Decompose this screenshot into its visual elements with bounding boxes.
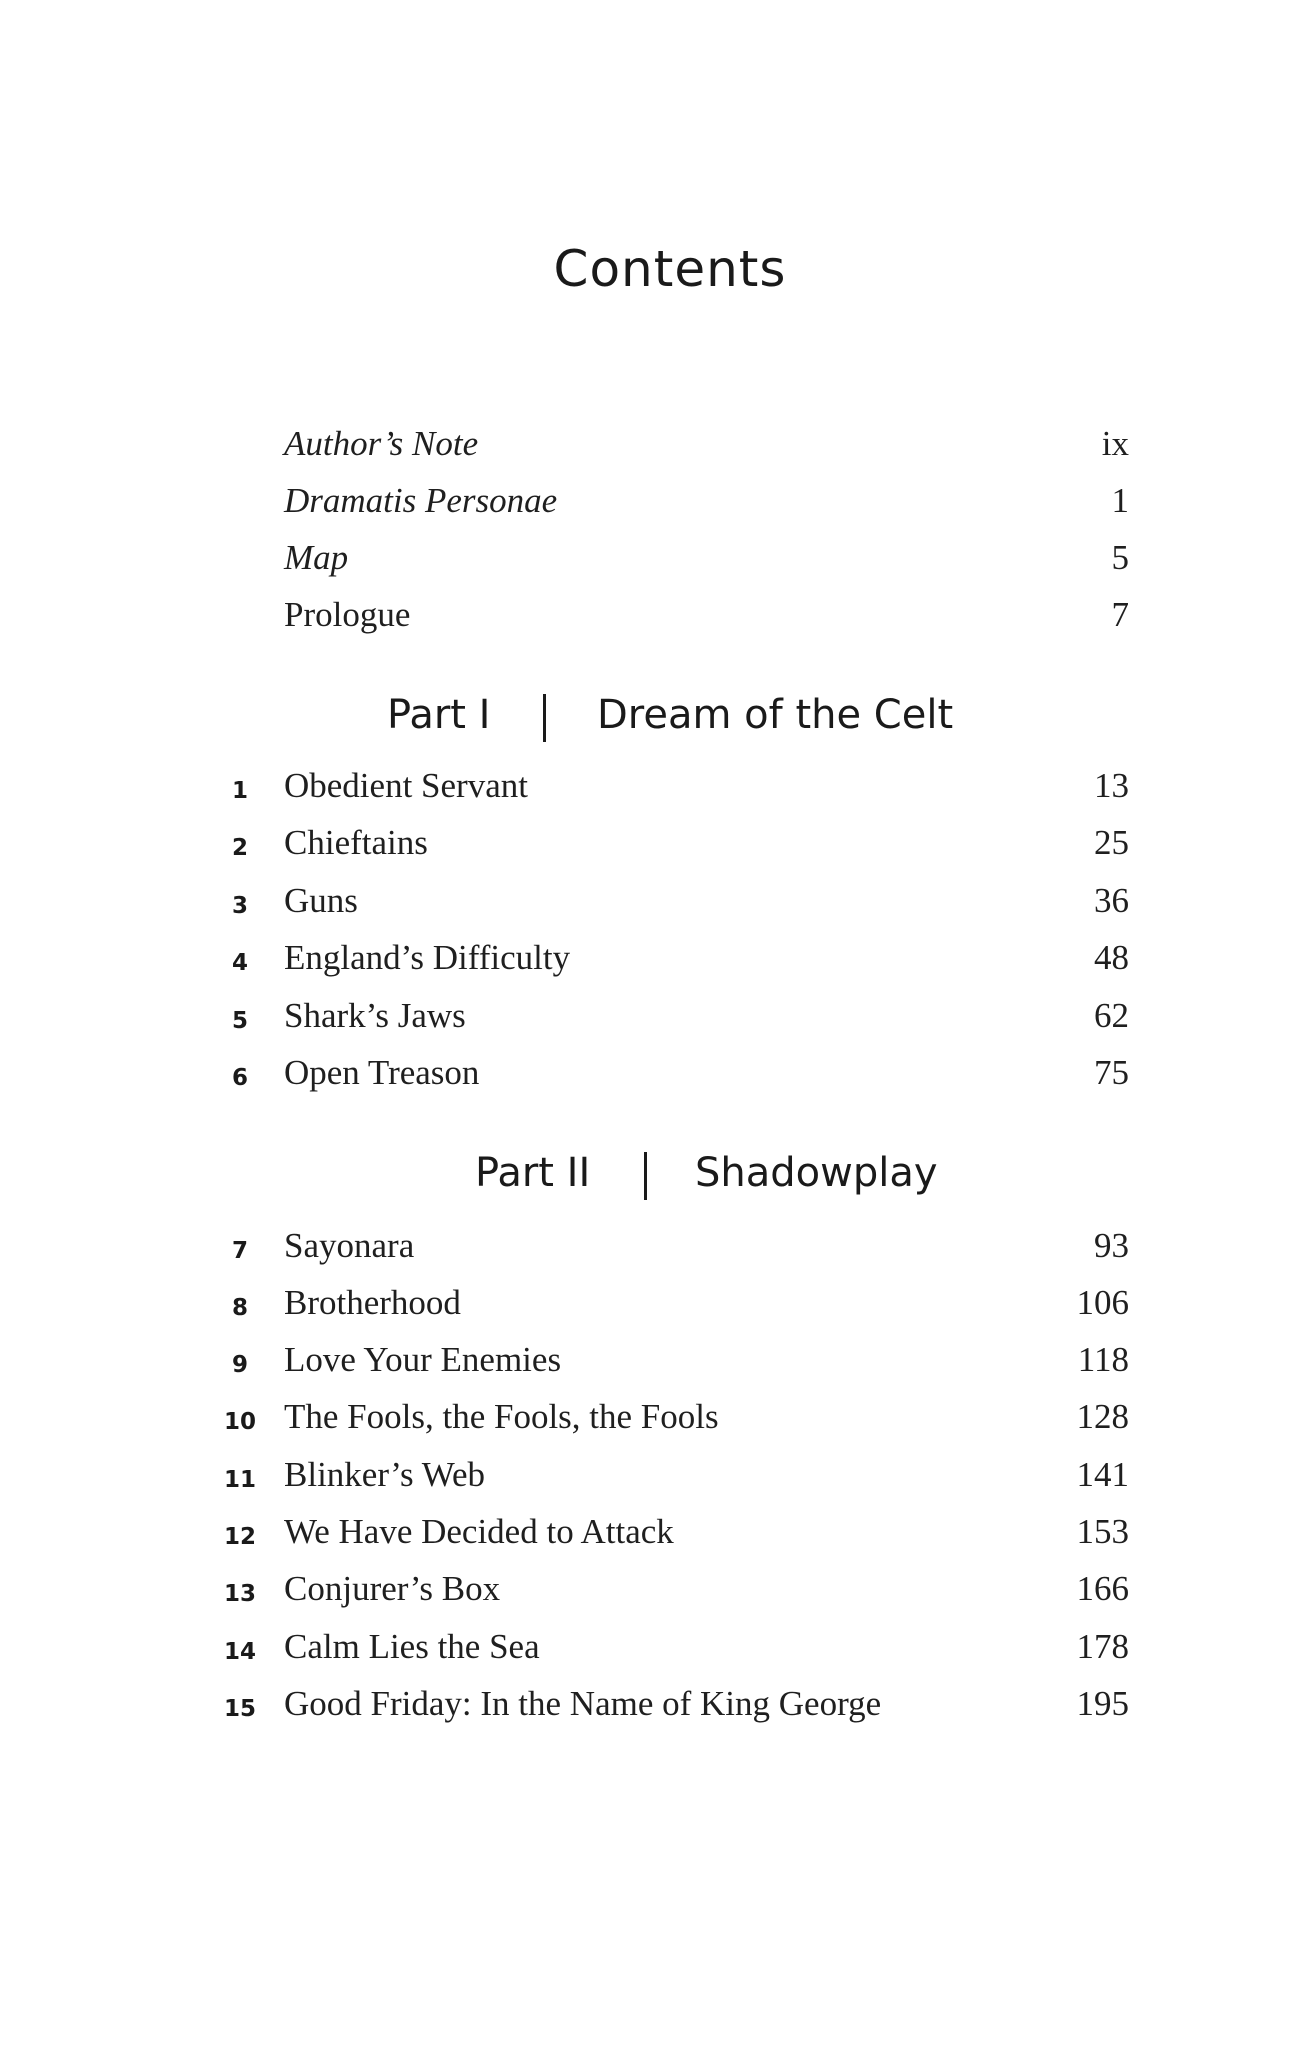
part-label: Part II bbox=[475, 1150, 591, 1196]
entry-title: Calm Lies the Sea bbox=[284, 1627, 540, 1666]
entry-title: The Fools, the Fools, the Fools bbox=[284, 1397, 719, 1436]
chapter-item[interactable] bbox=[0, 996, 1311, 1046]
entry-title: Author’s Note bbox=[284, 424, 479, 463]
entry-title: Shark’s Jaws bbox=[284, 996, 466, 1035]
chapter-item[interactable] bbox=[0, 1053, 1311, 1103]
chapter-number: 13 bbox=[223, 1581, 256, 1607]
entry-title: Sayonara bbox=[284, 1226, 415, 1265]
entry-title: Love Your Enemies bbox=[284, 1340, 562, 1379]
entry-title: Conjurer’s Box bbox=[284, 1569, 501, 1608]
part-heading bbox=[0, 692, 1311, 752]
chapter-number: 5 bbox=[231, 1008, 248, 1034]
chapter-number: 6 bbox=[231, 1065, 248, 1091]
page-number: 13 bbox=[1094, 766, 1129, 805]
page-number: 48 bbox=[1094, 938, 1129, 977]
chapter-item[interactable] bbox=[0, 1684, 1311, 1734]
page-number: 36 bbox=[1094, 881, 1129, 920]
part-separator bbox=[543, 694, 546, 742]
chapter-number: 1 bbox=[231, 778, 248, 804]
chapter-item[interactable] bbox=[0, 823, 1311, 873]
page-number: 5 bbox=[1111, 538, 1129, 577]
entry-title: Open Treason bbox=[284, 1053, 480, 1092]
page-number: 166 bbox=[1076, 1569, 1129, 1608]
entry-title: Good Friday: In the Name of King George bbox=[284, 1684, 882, 1723]
page-number: 106 bbox=[1076, 1283, 1129, 1322]
chapter-item[interactable] bbox=[0, 1569, 1311, 1619]
chapter-number: 14 bbox=[223, 1639, 256, 1665]
entry-title: England’s Difficulty bbox=[284, 938, 571, 977]
chapter-item[interactable] bbox=[0, 1512, 1311, 1562]
part-separator bbox=[644, 1152, 647, 1200]
chapter-item[interactable] bbox=[0, 1397, 1311, 1447]
page-number: 153 bbox=[1076, 1512, 1129, 1551]
page-number: 25 bbox=[1094, 823, 1129, 862]
page-number: 93 bbox=[1094, 1226, 1129, 1265]
entry-title: Prologue bbox=[284, 595, 411, 634]
part-name: Dream of the Celt bbox=[597, 692, 954, 738]
page-number: 178 bbox=[1076, 1627, 1129, 1666]
page-number: 141 bbox=[1076, 1455, 1129, 1494]
page-number: 195 bbox=[1076, 1684, 1129, 1723]
entry-title: Brotherhood bbox=[284, 1283, 461, 1322]
entry-title: Chieftains bbox=[284, 823, 428, 862]
chapter-item[interactable] bbox=[0, 1455, 1311, 1505]
page-number: 118 bbox=[1077, 1340, 1129, 1379]
chapter-number: 12 bbox=[223, 1524, 256, 1550]
part-label: Part I bbox=[387, 692, 491, 738]
page-number: ix bbox=[1101, 424, 1129, 463]
chapter-number: 9 bbox=[231, 1352, 248, 1378]
chapter-number: 2 bbox=[231, 835, 248, 861]
page-number: 1 bbox=[1111, 481, 1129, 520]
front-matter-item[interactable] bbox=[0, 538, 1311, 588]
chapter-item[interactable] bbox=[0, 881, 1311, 931]
chapter-item[interactable] bbox=[0, 938, 1311, 988]
chapter-number: 3 bbox=[231, 893, 248, 919]
chapter-number: 4 bbox=[231, 950, 248, 976]
part-heading bbox=[0, 1150, 1311, 1210]
chapter-item[interactable] bbox=[0, 1283, 1311, 1333]
page-number: 128 bbox=[1076, 1397, 1129, 1436]
entry-title: We Have Decided to Attack bbox=[284, 1512, 674, 1551]
chapter-item[interactable] bbox=[0, 766, 1311, 816]
chapter-item[interactable] bbox=[0, 1627, 1311, 1677]
page-number: 75 bbox=[1094, 1053, 1129, 1092]
page-title: Contents bbox=[553, 240, 787, 298]
chapter-item[interactable] bbox=[0, 1226, 1311, 1276]
chapter-number: 15 bbox=[223, 1696, 256, 1722]
entry-title: Map bbox=[284, 538, 349, 577]
part-name: Shadowplay bbox=[695, 1150, 938, 1196]
front-matter-item[interactable] bbox=[0, 595, 1311, 645]
front-matter-item[interactable] bbox=[0, 481, 1311, 531]
page-number: 62 bbox=[1094, 996, 1129, 1035]
chapter-number: 10 bbox=[223, 1409, 256, 1435]
front-matter-item[interactable] bbox=[0, 424, 1311, 474]
chapter-item[interactable] bbox=[0, 1340, 1311, 1390]
entry-title: Dramatis Personae bbox=[284, 481, 558, 520]
entry-title: Guns bbox=[284, 881, 358, 920]
entry-title: Obedient Servant bbox=[284, 766, 528, 805]
page-number: 7 bbox=[1111, 595, 1129, 634]
chapter-number: 8 bbox=[231, 1295, 248, 1321]
entry-title: Blinker’s Web bbox=[284, 1455, 486, 1494]
chapter-number: 11 bbox=[223, 1467, 256, 1493]
chapter-number: 7 bbox=[231, 1238, 248, 1264]
